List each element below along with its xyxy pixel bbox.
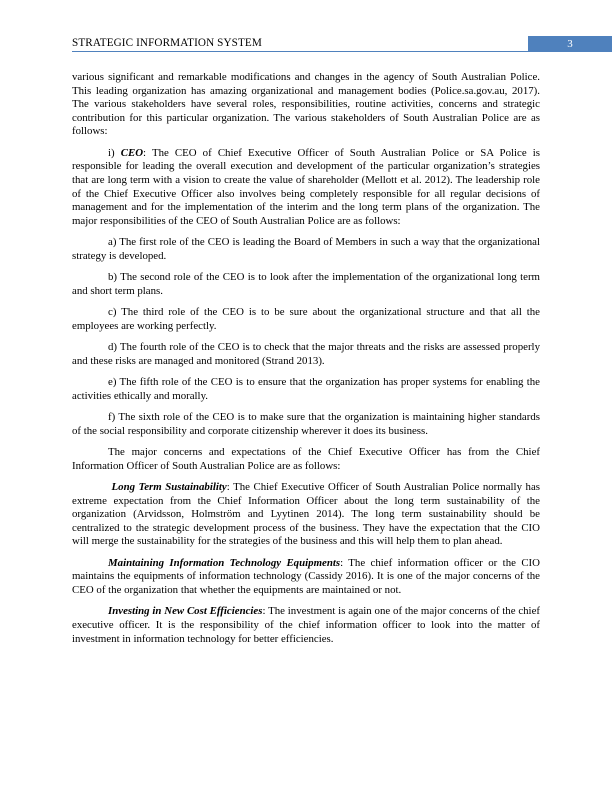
intro-paragraph: various significant and remarkable modifications and changes in the agency of South Australian Police. This leading organization has amazing organizational and management bodies (Police.sa.gov.au, 2017). The various stakeholders have several roles, responsibilities, routine activities, concerns and strategic contribution for this particular organization. The various stakeholders of South Australian Police are as follows:	[72, 71, 540, 138]
concern-investing-cost-efficiencies	[72, 605, 540, 646]
role-b: b) The second role of the CEO is to look after the implementation of the organizational long term and short term plans.	[72, 271, 540, 297]
role-e: e) The fifth role of the CEO is to ensure that the organization has proper systems for enabling the activities ethically and morally.	[72, 376, 540, 402]
header-rule	[72, 51, 528, 52]
concerns-intro: The major concerns and expectations of the Chief Executive Officer has from the Chief Information Officer of South Australian Police are as follows:	[72, 446, 540, 472]
role-f: f) The sixth role of the CEO is to make sure that the organization is maintaining higher standards of the social responsibility and corporate citizenship wherever it does its business.	[72, 411, 540, 437]
concern-long-term-sustainability	[72, 481, 540, 549]
ceo-prefix: i)	[108, 146, 121, 159]
concern-text: : The Chief Executive Officer of South Australian Police normally has extreme expectation from the Chief Information Officer about the long term sustainability of the organization (Arvidsson, Holmström and Lyytinen 2014). The long term sustainability should be centralized to the strategic development process of the business. They have the expectation that the CIO will merge the sustainability for the strategies of the business and this will help them to plan ahead.	[72, 481, 540, 548]
document-body	[72, 71, 540, 654]
concern-text: : The chief information officer or the CIO maintains the equipments of information technology (Cassidy 2016). It is one of the major concerns of the CEO of the organization that whether the equipments are maintained or not.	[72, 556, 540, 596]
concern-text: : The investment is again one of the major concerns of the chief executive officer. It is the responsibility of the chief information officer to look into the matter of investment in information technology for better efficiencies.	[72, 605, 540, 645]
concern-term: Long Term Sustainability	[111, 481, 227, 494]
role-c: c) The third role of the CEO is to be sure about the organizational structure and that all the employees are working perfectly.	[72, 306, 540, 332]
ceo-text: : The CEO of Chief Executive Officer of South Australian Police or SA Police is responsible for leading the overall execution and development of the particular organization’s strategies that are long term with a vision to create the value of shareholder (Mellott et al. 2012). The leadership role of the Chief Executive Officer also involves being completely responsible for all regular decisions of management and for the implementation of the interim and the long term plans of the organization. The major responsibilities of the CEO of South Australian Police are as follows:	[72, 146, 540, 227]
role-a: a) The first role of the CEO is leading the Board of Members in such a way that the organizational strategy is developed.	[72, 236, 540, 262]
page-header	[72, 36, 612, 52]
concern-maintaining-it-equipments	[72, 557, 540, 598]
concern-term: Maintaining Information Technology Equipments	[108, 556, 341, 569]
concern-term: Investing in New Cost Efficiencies	[108, 605, 263, 618]
ceo-term: CEO	[120, 146, 144, 159]
ceo-paragraph	[72, 147, 540, 229]
page-number: 3	[528, 36, 612, 52]
role-d: d) The fourth role of the CEO is to check that the major threats and the risks are assessed properly and these risks are managed and monitored (Strand 2013).	[72, 341, 540, 367]
header-title: STRATEGIC INFORMATION SYSTEM	[72, 37, 262, 49]
